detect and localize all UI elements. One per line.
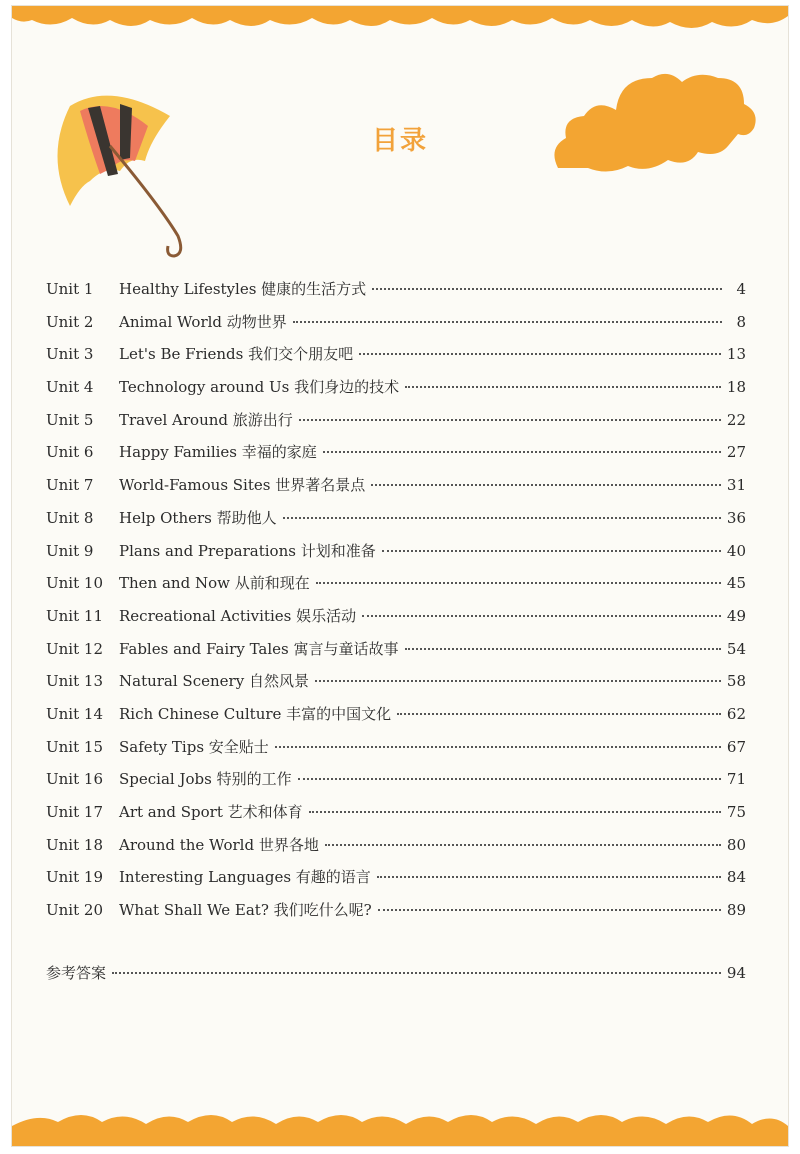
unit-title: Healthy Lifestyles 健康的生活方式 xyxy=(119,280,367,298)
page-number: 89 xyxy=(726,901,746,920)
unit-label: Unit 4 xyxy=(46,378,94,397)
page-number: 22 xyxy=(726,410,746,429)
toc-row xyxy=(46,605,746,638)
dot-leader xyxy=(315,680,721,682)
toc-row xyxy=(46,736,746,769)
toc-row xyxy=(46,343,746,376)
page-number: 40 xyxy=(726,541,746,560)
unit-title: Travel Around 旅游出行 xyxy=(119,410,293,429)
unit-title: Plans and Preparations 计划和准备 xyxy=(119,541,376,560)
unit-label: Unit 10 xyxy=(46,574,103,593)
unit-title: Technology around Us 我们身边的技术 xyxy=(119,378,400,397)
unit-title: Art and Sport 艺术和体育 xyxy=(119,803,303,821)
toc-row xyxy=(46,866,746,899)
toc-row xyxy=(46,703,746,736)
unit-label: Unit 12 xyxy=(46,639,103,658)
dot-leader xyxy=(378,909,721,911)
toc-row xyxy=(46,507,746,540)
page-number: 31 xyxy=(726,476,746,495)
unit-label: Unit 5 xyxy=(46,410,94,429)
answers-row xyxy=(46,962,746,995)
dot-leader xyxy=(397,713,721,715)
unit-title: What Shall We Eat? 我们吃什么呢? xyxy=(119,901,372,920)
toc-row xyxy=(46,899,746,932)
toc-row xyxy=(46,768,746,801)
page-number: 8 xyxy=(736,312,746,331)
dot-leader xyxy=(298,778,721,780)
page-number: 80 xyxy=(726,835,746,854)
page-number: 45 xyxy=(726,574,746,593)
dot-leader xyxy=(112,972,721,974)
unit-label: Unit 6 xyxy=(46,443,94,462)
unit-label: Unit 8 xyxy=(46,508,94,527)
toc-row xyxy=(46,801,746,834)
unit-label: Unit 14 xyxy=(46,704,103,723)
toc-row xyxy=(46,409,746,442)
page-number: 54 xyxy=(726,639,746,658)
unit-label: Unit 11 xyxy=(46,606,103,625)
toc-row xyxy=(46,572,746,605)
dot-leader xyxy=(293,321,722,323)
toc-row xyxy=(46,638,746,671)
unit-title: Fables and Fairy Tales 寓言与童话故事 xyxy=(119,639,399,658)
page-number: 67 xyxy=(726,737,746,756)
unit-title: Recreational Activities 娱乐活动 xyxy=(119,606,357,625)
unit-title: Then and Now 从前和现在 xyxy=(119,574,310,593)
page-number: 36 xyxy=(726,508,746,527)
bottom-scallop-border xyxy=(12,1108,788,1146)
unit-title: Safety Tips 安全贴士 xyxy=(119,737,269,756)
page-number: 13 xyxy=(726,345,746,364)
dot-leader xyxy=(309,811,721,813)
toc-page xyxy=(12,6,788,1146)
toc-list xyxy=(46,278,746,994)
dot-leader xyxy=(372,288,722,290)
umbrella-icon xyxy=(50,86,200,261)
dot-leader xyxy=(316,582,721,584)
unit-label: Unit 15 xyxy=(46,737,103,756)
unit-title: Animal World 动物世界 xyxy=(119,312,287,331)
toc-row xyxy=(46,311,746,344)
dot-leader xyxy=(275,746,721,748)
unit-title: Interesting Languages 有趣的语言 xyxy=(119,868,371,887)
unit-label: Unit 18 xyxy=(46,835,103,854)
unit-label: Unit 3 xyxy=(46,345,94,364)
unit-label: Unit 9 xyxy=(46,541,94,560)
unit-label: Unit 2 xyxy=(46,312,94,331)
unit-label: Unit 19 xyxy=(46,868,103,887)
unit-title: Rich Chinese Culture 丰富的中国文化 xyxy=(119,704,392,723)
unit-title: Help Others 帮助他人 xyxy=(119,508,277,527)
unit-label: Unit 7 xyxy=(46,476,94,495)
page-number: 27 xyxy=(726,443,746,462)
toc-row xyxy=(46,441,746,474)
page-number: 75 xyxy=(726,803,746,821)
unit-label: Unit 20 xyxy=(46,901,103,920)
unit-title: Happy Families 幸福的家庭 xyxy=(119,443,317,462)
page-number: 18 xyxy=(726,378,746,397)
dot-leader xyxy=(362,615,721,617)
dot-leader xyxy=(382,550,721,552)
page-number: 94 xyxy=(726,963,746,982)
dot-leader xyxy=(325,844,721,846)
toc-row xyxy=(46,474,746,507)
toc-row xyxy=(46,834,746,867)
answers-label: 参考答案 xyxy=(46,963,107,982)
unit-title: World-Famous Sites 世界著名景点 xyxy=(119,476,366,495)
dot-leader xyxy=(299,419,721,421)
unit-label: Unit 17 xyxy=(46,803,103,821)
unit-label: Unit 1 xyxy=(46,280,94,298)
dot-leader xyxy=(359,353,721,355)
dot-leader xyxy=(405,648,721,650)
dot-leader xyxy=(283,517,721,519)
dot-leader xyxy=(323,451,721,453)
unit-title: Natural Scenery 自然风景 xyxy=(119,672,309,691)
dot-leader xyxy=(371,484,721,486)
unit-label: Unit 16 xyxy=(46,770,103,789)
page-number: 4 xyxy=(736,280,746,298)
unit-label: Unit 13 xyxy=(46,672,103,691)
page-number: 58 xyxy=(726,672,746,691)
page-number: 84 xyxy=(726,868,746,887)
top-scallop-border xyxy=(12,6,788,36)
page-number: 71 xyxy=(726,770,746,789)
unit-title: Around the World 世界各地 xyxy=(119,835,319,854)
page-title: 目录 xyxy=(371,126,428,156)
unit-title: Let's Be Friends 我们交个朋友吧 xyxy=(119,345,354,364)
toc-row xyxy=(46,376,746,409)
page-number: 62 xyxy=(726,704,746,723)
page-number: 49 xyxy=(726,606,746,625)
dot-leader xyxy=(405,386,721,388)
dot-leader xyxy=(377,876,721,878)
toc-row xyxy=(46,540,746,573)
unit-title: Special Jobs 特别的工作 xyxy=(119,770,292,789)
toc-row xyxy=(46,670,746,703)
toc-row xyxy=(46,278,746,311)
